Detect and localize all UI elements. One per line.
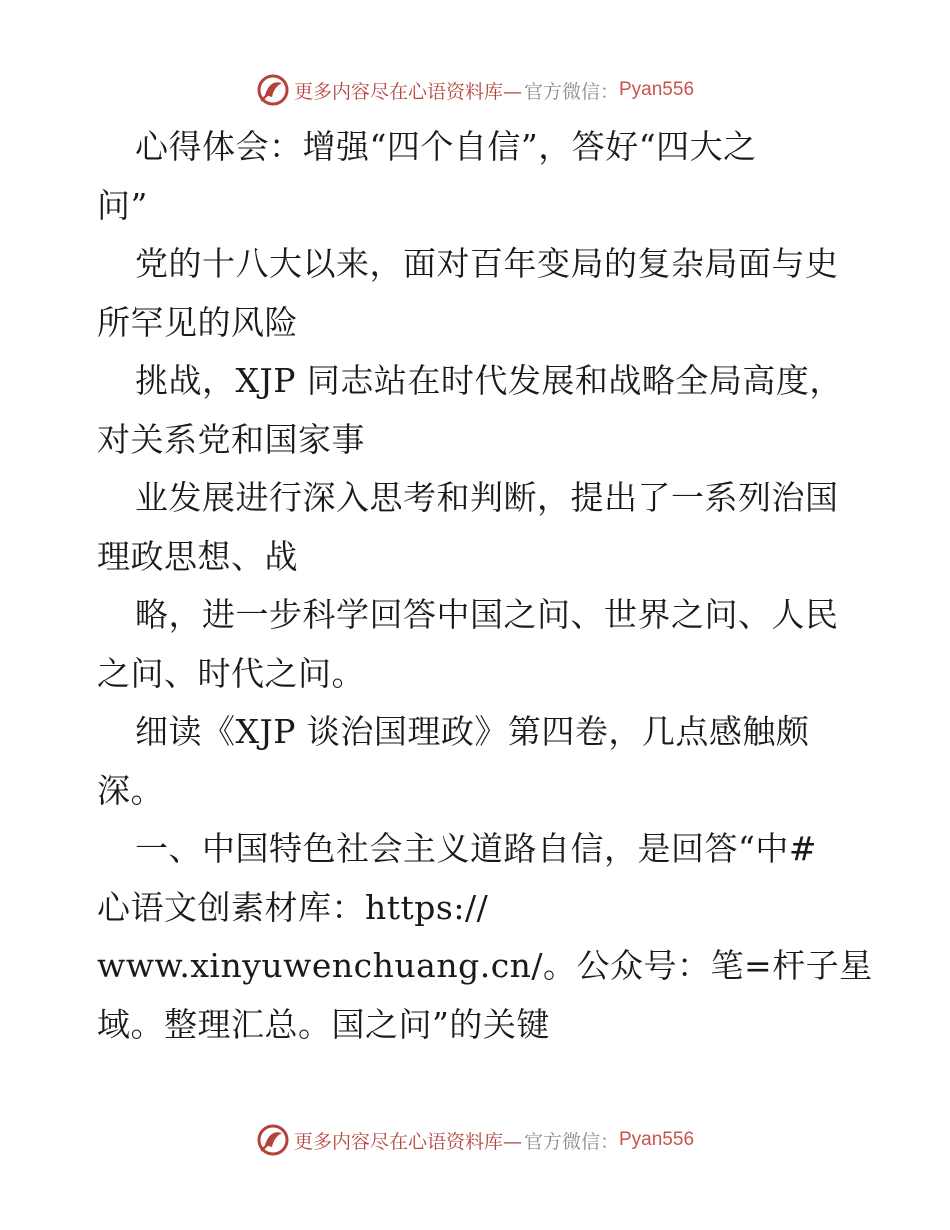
- footer-banner-text: 更多内容尽在心语资料库—: [293, 1130, 522, 1153]
- header-wechat-id: Pyan556: [619, 79, 695, 100]
- brand-logo-icon: [256, 73, 290, 107]
- title-line-1: 心得体会：增强“四个自信”，答好“四大之: [135, 127, 757, 166]
- paragraph-line: 深。: [97, 770, 164, 810]
- title-line-2: 问”: [97, 185, 148, 225]
- paragraph-line: 挑战，XJP 同志站在时代发展和战略全局高度，: [135, 361, 843, 400]
- document-body: [97, 118, 873, 1054]
- footer-wechat-id: Pyan556: [619, 1129, 695, 1150]
- paragraph-line: 所罕见的风险: [97, 302, 298, 342]
- section-heading-line: 一、中国特色社会主义道路自信，是回答“中#: [135, 829, 818, 868]
- header-banner: [0, 70, 950, 110]
- footer-banner: [0, 1120, 950, 1160]
- paragraph-line: 域。整理汇总。国之问”的关键: [97, 1004, 550, 1044]
- paragraph-line: 之问、时代之问。: [97, 653, 365, 693]
- paragraph-line: 党的十八大以来，面对百年变局的复杂局面与史: [135, 244, 839, 283]
- header-banner-text: 更多内容尽在心语资料库—: [293, 80, 522, 103]
- footer-wechat-label: 官方微信：: [523, 1130, 619, 1153]
- paragraph-line: 略，进一步科学回答中国之问、世界之问、人民: [135, 595, 839, 634]
- paragraph-line: www.xinyuwenchuang.cn/。公众号：笔=杆子星: [97, 946, 873, 985]
- header-wechat-label: 官方微信：: [523, 80, 619, 103]
- paragraph-line: 理政思想、战: [97, 536, 298, 576]
- brand-logo-icon: [256, 1123, 290, 1157]
- paragraph-line: 心语文创素材库：https://: [97, 887, 489, 927]
- paragraph-line: 对关系党和国家事: [97, 419, 365, 459]
- paragraph-line: 业发展进行深入思考和判断，提出了一系列治国: [135, 478, 839, 517]
- paragraph-line: 细读《XJP 谈治国理政》第四卷，几点感触颇: [135, 712, 810, 751]
